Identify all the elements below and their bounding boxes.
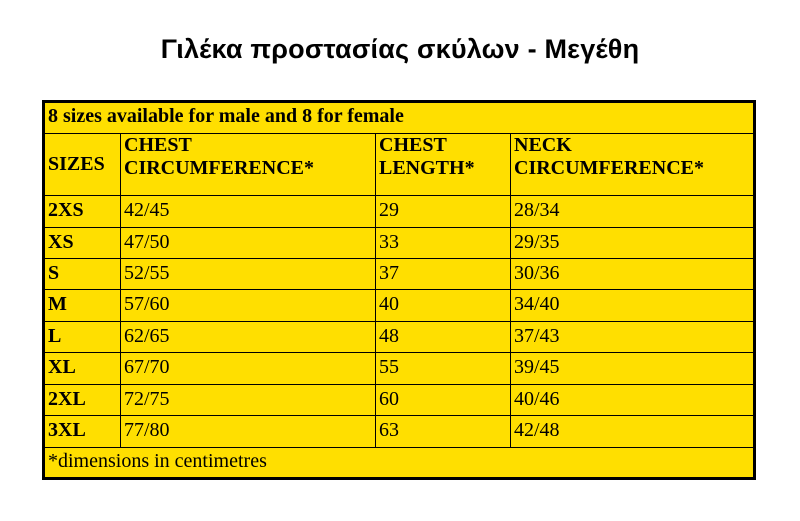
header-sizes: SIZES [45,134,121,196]
table-row [45,259,754,290]
neck-circumference-cell: 37/43 [511,321,754,352]
chest-circumference-cell: 52/55 [121,259,376,290]
header-chest-circumference-line2: CIRCUMFERENCE* [124,157,314,180]
size-cell: 3XL [45,416,121,447]
size-cell: 2XL [45,384,121,415]
chest-circumference-cell: 42/45 [121,196,376,227]
size-cell: XL [45,353,121,384]
chest-circumference-cell: 47/50 [121,227,376,258]
header-chest-length-line2: LENGTH* [379,157,475,180]
table-row [45,416,754,447]
header-row [45,134,754,196]
size-cell: M [45,290,121,321]
size-cell: S [45,259,121,290]
availability-note: 8 sizes available for male and 8 for female [45,103,754,134]
table-row [45,353,754,384]
size-cell: 2XS [45,196,121,227]
size-table [42,100,756,480]
neck-circumference-cell: 42/48 [511,416,754,447]
header-chest-length [376,134,511,196]
chest-length-cell: 63 [376,416,511,447]
neck-circumference-cell: 34/40 [511,290,754,321]
header-chest-circumference [121,134,376,196]
size-cell: L [45,321,121,352]
header-chest-circumference-line1: CHEST [124,134,192,157]
header-neck-circumference-line1: NECK [514,134,572,157]
chest-length-cell: 55 [376,353,511,384]
chest-length-cell: 33 [376,227,511,258]
table-row [45,196,754,227]
footnote-row [45,447,754,477]
neck-circumference-cell: 39/45 [511,353,754,384]
header-neck-circumference-line2: CIRCUMFERENCE* [514,157,704,180]
chest-circumference-cell: 77/80 [121,416,376,447]
neck-circumference-cell: 29/35 [511,227,754,258]
table-row [45,290,754,321]
chest-circumference-cell: 67/70 [121,353,376,384]
chest-circumference-cell: 57/60 [121,290,376,321]
chest-length-cell: 48 [376,321,511,352]
chest-circumference-cell: 62/65 [121,321,376,352]
page-title: Γιλέκα προστασίας σκύλων - Μεγέθη [160,34,640,64]
header-neck-circumference [511,134,754,196]
chest-length-cell: 40 [376,290,511,321]
chest-length-cell: 60 [376,384,511,415]
header-chest-length-line1: CHEST [379,134,447,157]
chest-length-cell: 37 [376,259,511,290]
chest-length-cell: 29 [376,196,511,227]
availability-row [45,103,754,134]
table-row [45,321,754,352]
size-table-grid [44,102,754,478]
neck-circumference-cell: 40/46 [511,384,754,415]
footnote: *dimensions in centimetres [45,447,754,477]
table-row [45,384,754,415]
chest-circumference-cell: 72/75 [121,384,376,415]
table-row [45,227,754,258]
neck-circumference-cell: 30/36 [511,259,754,290]
size-cell: XS [45,227,121,258]
neck-circumference-cell: 28/34 [511,196,754,227]
